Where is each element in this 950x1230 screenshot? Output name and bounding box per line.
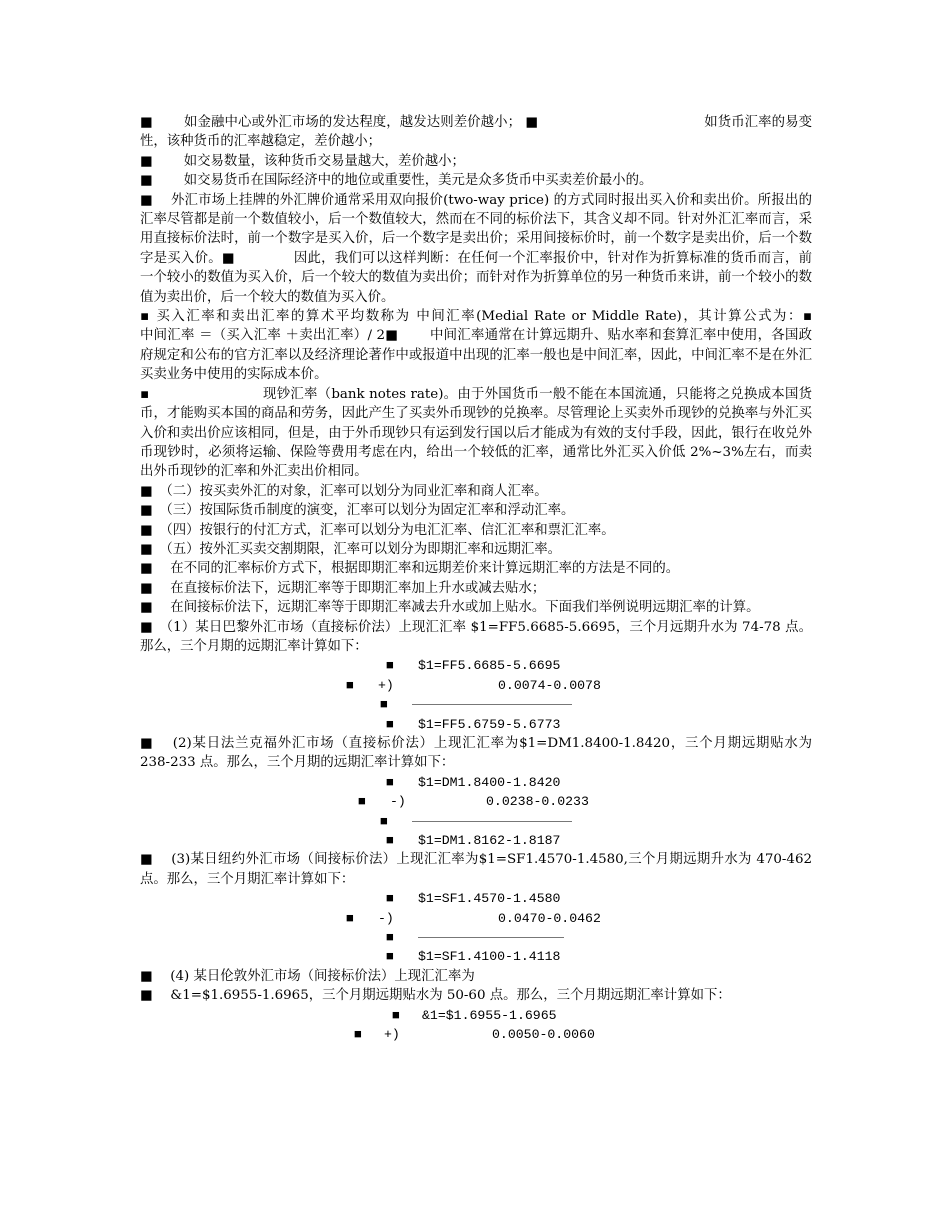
forward-rate: $1=DM1.8162-1.8187 <box>418 832 561 848</box>
forward-points: 0.0238-0.0233 <box>486 794 589 810</box>
paragraph: ■ 在直接标价法下，远期汇率等于即期汇率加上升水或减去贴水； <box>140 580 546 596</box>
calc-spot-row <box>140 889 812 908</box>
bullet-marker: ■ <box>386 891 394 907</box>
spot-rate: $1=SF1.4570-1.4580 <box>418 891 561 907</box>
forward-rate: $1=SF1.4100-1.4118 <box>418 949 561 965</box>
operator: +) <box>378 677 394 693</box>
example-intro: ■ (3)某日纽约外汇市场（间接标价法）上现汇汇率为$1=SF1.4570-1.4580,三个月期远期升水为 470-462 点。那么，三个月期汇率计算如下： <box>140 852 817 887</box>
bullet-marker: ■ <box>380 697 388 713</box>
paragraph: ▪ 买入汇率和卖出汇率的算术平均数称为 中间汇率(Medial Rate or Middle Rate)，其计算公式为：▪ 中间汇率 ＝（买入汇率 ＋卖出汇率）/ 2■ 中间汇率通常在计算远期升、贴水率和套算汇率中使用，各国政府规定和公布的官方汇率以及经济理论著作中或报道中出现的汇率一般也是中间汇率，因此，中间汇率不是在外汇买卖业务中使用的实际成本价。 <box>140 309 910 383</box>
calc-points-row <box>140 676 812 695</box>
sum-line <box>412 821 572 822</box>
calc-points-row <box>140 1025 812 1044</box>
paragraph: ■ 在不同的汇率标价方式下，根据即期汇率和远期差价来计算远期汇率的方法是不同的。 <box>140 561 680 577</box>
bullet-marker: ■ <box>392 1007 400 1023</box>
calc-rule-row <box>140 812 812 831</box>
calc-points-row <box>140 909 812 928</box>
calc-spot-row <box>140 656 812 675</box>
paragraph: ■ 如交易数量，该种货币交易量越大，差价越小； <box>140 153 465 169</box>
spot-rate: $1=FF5.6685-5.6695 <box>418 658 561 674</box>
calc-points-row <box>140 792 812 811</box>
sum-line <box>418 937 564 938</box>
bullet-marker: ■ <box>346 910 354 926</box>
bullet-marker: ■ <box>386 658 394 674</box>
paragraph: ■ 如金融中心或外汇市场的发达程度，越发达则差价越小； ■ 如货币汇率的易变性，该种货币的汇率越稳定，差价越小； <box>140 115 812 150</box>
bullet-marker: ■ <box>386 716 394 732</box>
calc-rule-row <box>140 928 812 947</box>
paragraph: ■ 在间接标价法下，远期汇率等于即期汇率减去升水或加上贴水。下面我们举例说明远期汇率的计算。 <box>140 600 760 616</box>
forward-rate: $1=FF5.6759-5.6773 <box>418 716 561 732</box>
example-intro: ■ (4) 某日伦敦外汇市场（间接标价法）上现汇汇率为 <box>140 968 475 984</box>
document-body <box>140 113 910 1044</box>
forward-points: 0.0050-0.0060 <box>492 1026 595 1042</box>
calc-spot-row <box>140 773 812 792</box>
example-intro-continued: ■ &1=$1.6955-1.6965，三个月期远期贴水为 50-60 点。那么，三个月期远期汇率计算如下： <box>140 988 731 1004</box>
calc-result-row <box>140 947 812 966</box>
bullet-marker: ■ <box>386 949 394 965</box>
bullet-marker: ■ <box>358 794 366 810</box>
paragraph: ■ （三）按国际货币制度的演变，汇率可以划分为固定汇率和浮动汇率。 <box>140 503 575 519</box>
bullet-marker: ■ <box>386 929 394 945</box>
bullet-marker: ■ <box>354 1026 362 1042</box>
paragraph: ▪ 现钞汇率（bank notes rate)。由于外国货币一般不能在本国流通，只能将之兑换成本国货币，才能购买本国的商品和劳务，因此产生了买卖外币现钞的兑换率。尽管理论上买卖外币现钞的兑换率与外汇买入价和卖出价应该相同，但是，由于外币现钞只有运到发行国以后才能成为有效的支付手段，因此，银行在收兑外币现钞时，必须将运输、保险等费用考虑在内，给出一个较低的汇率，通常比外汇买入价低 2%~3%左右，而卖出外币现钞的汇率和外汇卖出价相同。 <box>140 386 812 480</box>
operator: +) <box>384 1026 400 1042</box>
paragraph: ■ （五）按外汇买卖交割期限，汇率可以划分为即期汇率和远期汇率。 <box>140 541 562 557</box>
calc-spot-row <box>140 1006 812 1025</box>
bullet-marker: ■ <box>386 774 394 790</box>
bullet-marker: ■ <box>346 677 354 693</box>
spot-rate: &1=$1.6955-1.6965 <box>422 1007 557 1023</box>
forward-points: 0.0074-0.0078 <box>498 677 601 693</box>
bullet-marker: ■ <box>380 813 388 829</box>
sum-line <box>412 704 572 705</box>
example-intro: ■ （1）某日巴黎外汇市场（直接标价法）上现汇汇率 $1=FF5.6685-5.6695，三个月远期升水为 74-78 点。那么，三个月期的远期汇率计算如下： <box>140 619 812 654</box>
forward-points: 0.0470-0.0462 <box>498 910 601 926</box>
paragraph: ■ 如交易货币在国际经济中的地位或重要性，美元是众多货币中买卖差价最小的。 <box>140 173 653 189</box>
bullet-marker: ■ <box>386 832 394 848</box>
calc-result-row <box>140 715 812 734</box>
operator: -) <box>390 794 406 810</box>
paragraph: ■ 外汇市场上挂牌的外汇牌价通常采用双向报价(two-way price) 的方式同时报出买入价和卖出价。所报出的汇率尽管都是前一个数值较小，后一个数值较大，然而在不同的标价法下，其含义却不同。针对外汇汇率而言，采用直接标价法时，前一个数字是买入价，后一个数字是卖出价；采用间接标价时，前一个数字是卖出价，后一个数字是买入价。■ 因此，我们可以这样判断：在任何一个汇率报价中，针对作为折算标准的货币而言，前一个较小的数值为买入价，后一个较大的数值为卖出价；而针对作为折算单位的另一种货币来讲，前一个较小的数值为卖出价，后一个较大的数值为买入价。 <box>140 192 812 305</box>
paragraph: ■ （二）按买卖外汇的对象，汇率可以划分为同业汇率和商人汇率。 <box>140 483 548 499</box>
paragraph: ■ （四）按银行的付汇方式，汇率可以划分为电汇汇率、信汇汇率和票汇汇率。 <box>140 522 615 538</box>
calc-result-row <box>140 831 812 850</box>
calc-rule-row <box>140 695 812 714</box>
example-intro: ■ (2)某日法兰克福外汇市场（直接标价法）上现汇汇率为$1=DM1.8400-1.8420，三个月期远期贴水为 238-233 点。那么，三个月期的远期汇率计算如下： <box>140 735 817 771</box>
spot-rate: $1=DM1.8400-1.8420 <box>418 774 561 790</box>
operator: -) <box>378 910 394 926</box>
